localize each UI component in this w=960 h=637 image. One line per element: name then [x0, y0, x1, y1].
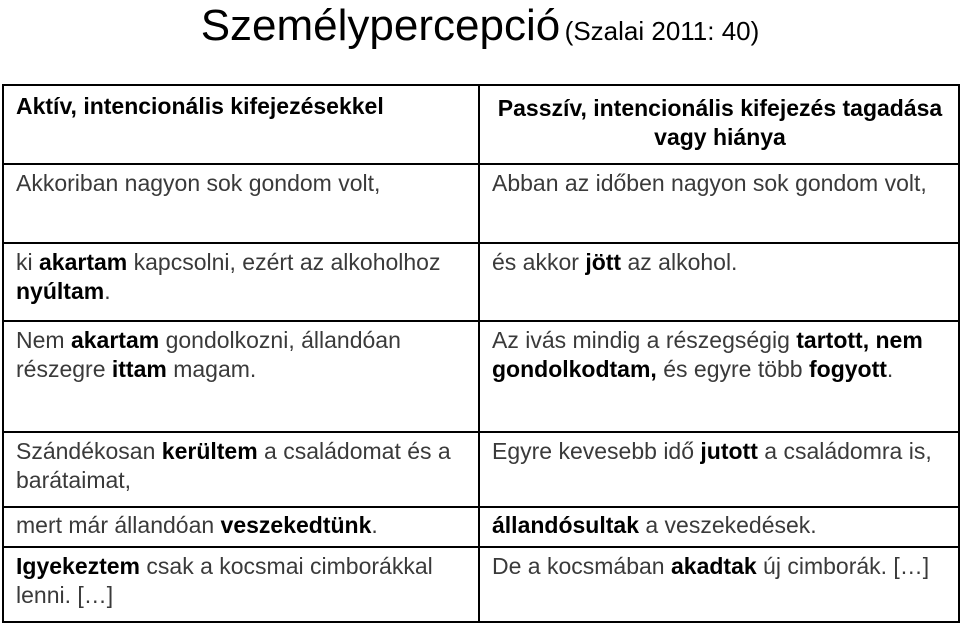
text-segment: a veszekedések. — [638, 512, 817, 538]
cell-passive — [479, 507, 959, 547]
cell-passive — [479, 547, 959, 622]
table-row — [3, 507, 959, 547]
text-segment: új cimborák. […] — [756, 553, 930, 579]
cell-passive — [479, 321, 959, 432]
text-segment: gondolkozni, állandóan részegre — [16, 327, 401, 382]
table-row — [3, 321, 959, 432]
text-segment: Nem — [16, 327, 71, 353]
slide-title — [0, 0, 960, 82]
header-passive: Passzív, intencionális kifejezés tagadása vagy hiánya — [479, 85, 959, 164]
cell-active — [3, 547, 479, 622]
cell-passive — [479, 164, 959, 243]
table-row — [3, 547, 959, 622]
text-segment: De a kocsmában — [492, 553, 671, 579]
emphasized-verb: veszekedtünk — [220, 512, 372, 538]
emphasized-verb: Igyekeztem — [16, 553, 141, 579]
text-segment: Abban az időben nagyon sok gondom volt, — [492, 170, 927, 196]
cell-passive — [479, 432, 959, 507]
text-segment: Egyre kevesebb idő — [492, 438, 701, 464]
text-segment: . — [371, 512, 378, 538]
table-row — [3, 243, 959, 321]
text-segment: Szándékosan — [16, 438, 162, 464]
emphasized-verb: tartott, nem gondolkodtam, — [492, 327, 923, 382]
emphasized-verb: ittam — [111, 356, 167, 382]
text-segment: és egyre több — [656, 356, 809, 382]
emphasized-verb: akadtak — [670, 553, 757, 579]
emphasized-verb: akartam — [70, 327, 160, 353]
emphasized-verb: fogyott — [808, 356, 887, 382]
title-main: Személypercepció — [200, 1, 561, 50]
table-row — [3, 164, 959, 243]
emphasized-verb: állandósultak — [492, 512, 639, 538]
title-citation: (Szalai 2011: 40) — [564, 16, 760, 46]
text-segment: Akkoriban nagyon sok gondom volt, — [16, 170, 381, 196]
cell-active — [3, 507, 479, 547]
header-active: Aktív, intencionális kifejezésekkel — [3, 85, 479, 164]
text-segment: csak a kocsmai cimborákkal lenni. […] — [16, 553, 433, 608]
emphasized-verb: jött — [585, 249, 622, 275]
cell-passive — [479, 243, 959, 321]
emphasized-verb: nyúltam — [16, 278, 105, 304]
text-segment: magam. — [166, 356, 257, 382]
comparison-table — [2, 84, 960, 623]
emphasized-verb: jutott — [700, 438, 758, 464]
emphasized-verb: kerültem — [161, 438, 258, 464]
text-segment: mert már állandóan — [16, 512, 221, 538]
table-row — [3, 432, 959, 507]
text-segment: Az ivás mindig a részegségig — [492, 327, 797, 353]
cell-active — [3, 243, 479, 321]
text-segment: . — [886, 356, 894, 382]
cell-active — [3, 164, 479, 243]
text-segment: kapcsolni, ezért az alkoholhoz — [127, 249, 441, 275]
text-segment: a családomat és a barátaimat, — [16, 438, 451, 493]
text-segment: . — [104, 278, 111, 304]
text-segment: a családomra is, — [757, 438, 932, 464]
table-header-row — [3, 85, 959, 164]
text-segment: és akkor — [492, 249, 586, 275]
cell-active — [3, 432, 479, 507]
emphasized-verb: akartam — [39, 249, 128, 275]
text-segment: ki — [16, 249, 39, 275]
text-segment: az alkohol. — [621, 249, 738, 275]
cell-active — [3, 321, 479, 432]
